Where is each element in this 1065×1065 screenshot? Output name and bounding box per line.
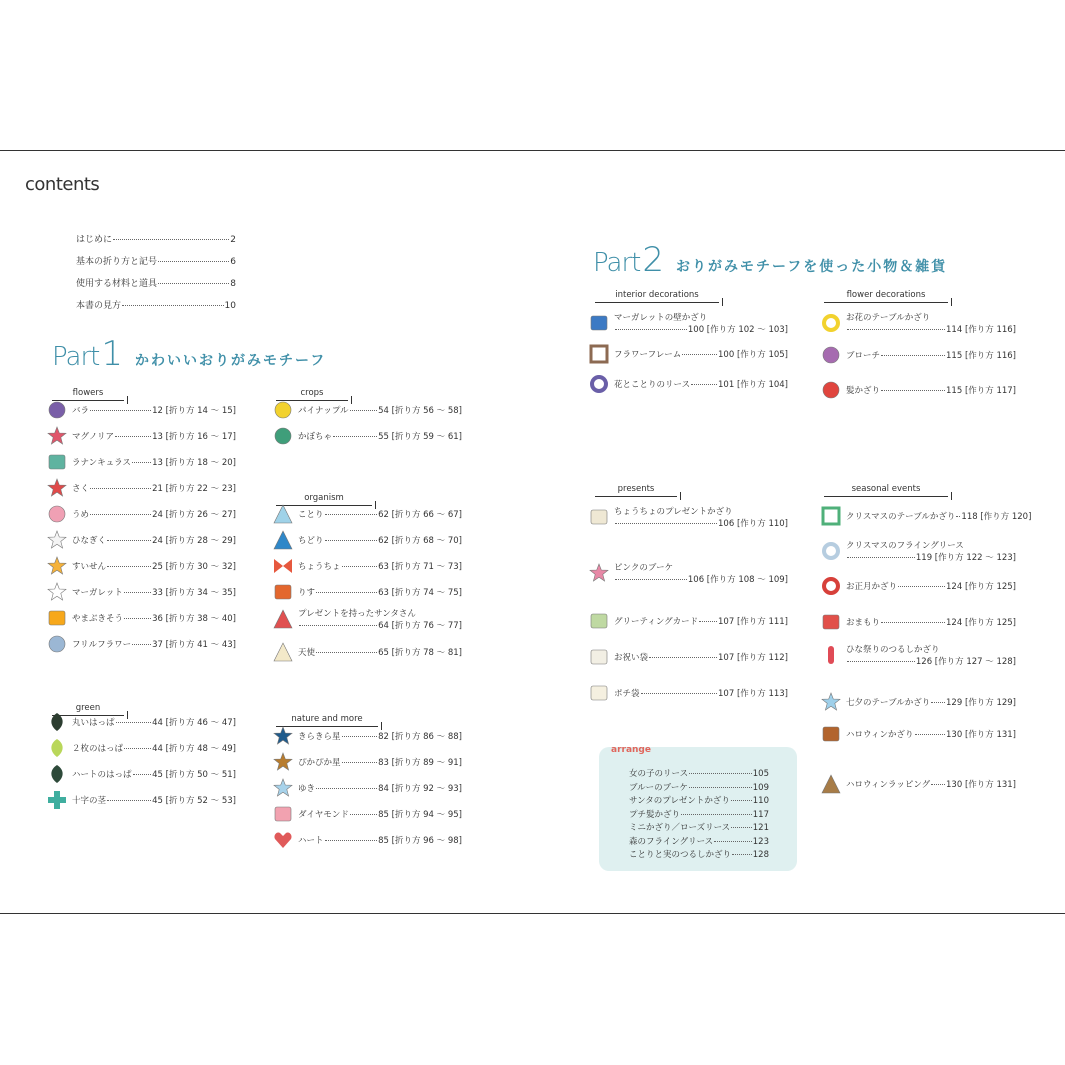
butterfly-icon	[272, 555, 294, 577]
entry-page: 36 [折り方 38 ～ 40]	[152, 614, 236, 624]
toc-entry[interactable]	[588, 610, 788, 632]
part1-title	[52, 334, 326, 374]
part1-word: Part	[52, 342, 100, 372]
entry-page: 106 [作り方 110]	[718, 519, 788, 529]
entry-page: 85 [折り方 96 ～ 98]	[378, 836, 462, 846]
intro-label: はじめに	[76, 235, 113, 245]
toc-entry[interactable]	[46, 529, 236, 551]
entry-page: 13 [折り方 18 ～ 20]	[152, 458, 236, 468]
arrange-page: 117	[752, 809, 769, 820]
entry-label: グリーティングカード	[614, 617, 699, 627]
section-heading-text: seasonal events	[851, 484, 921, 494]
entry-page: 107 [作り方 111]	[718, 617, 788, 627]
entry-label: 七夕のテーブルかざり	[846, 698, 931, 708]
toc-entry[interactable]	[272, 803, 462, 825]
entry-label: 天使	[298, 648, 316, 658]
toc-entry[interactable]	[46, 711, 236, 733]
entry-page: 101 [作り方 104]	[718, 380, 788, 390]
halloween-wrapping-icon	[820, 773, 842, 795]
entry-label: きらきら星	[298, 732, 341, 742]
tanabata-icon	[820, 691, 842, 713]
arrange-page: 105	[752, 769, 769, 779]
intro-page: 10	[224, 301, 236, 311]
section-heading	[595, 290, 719, 304]
heart-leaf-icon	[46, 763, 68, 785]
heart-icon	[272, 829, 294, 851]
cross-stem-icon	[46, 789, 68, 811]
toc-entry[interactable]	[820, 344, 1016, 366]
arrange-label: ブルーのブーケ	[629, 782, 688, 793]
toc-entry[interactable]	[272, 503, 462, 525]
intro-label: 使用する材料と道具	[76, 279, 158, 289]
section-heading-text: crops	[300, 388, 324, 398]
toc-entry[interactable]	[272, 529, 462, 551]
entry-label: ひなぎく	[72, 536, 107, 546]
toc-entry[interactable]	[46, 737, 236, 759]
entry-label: ハートのはっぱ	[72, 770, 132, 780]
entry-label: 髪かざり	[846, 386, 881, 396]
entry-label: ことり	[298, 510, 324, 520]
rose-icon	[46, 399, 68, 421]
entry-label: やまぶきそう	[72, 614, 124, 624]
marguerite-icon	[46, 581, 68, 603]
entry-label: うめ	[72, 510, 90, 520]
toc-entry[interactable]	[588, 505, 788, 529]
entry-label: ちどり	[298, 536, 324, 546]
entry-label: 十字の茎	[72, 796, 107, 806]
entry-label: クリスマスのフライングリース	[846, 541, 964, 551]
toc-entry[interactable]	[46, 789, 236, 811]
entry-page: 100 [作り方 105]	[718, 350, 788, 360]
entry-page: 62 [折り方 68 ～ 70]	[378, 536, 462, 546]
entry-label: さく	[72, 484, 90, 494]
entry-label: ブローチ	[846, 351, 881, 361]
entry-label: クリスマスのテーブルかざり	[846, 512, 956, 522]
section-heading	[824, 484, 948, 498]
plum-icon	[46, 503, 68, 525]
toc-entry[interactable]	[820, 611, 1016, 633]
intro-item[interactable]	[76, 254, 236, 267]
entry-label: フリルフラワー	[72, 640, 132, 650]
entry-page: 114 [作り方 116]	[946, 325, 1016, 335]
arrange-label: プチ髪かざり	[629, 809, 681, 820]
toc-entry[interactable]	[272, 829, 462, 851]
arrange-entry[interactable]	[629, 821, 769, 833]
angel-icon	[272, 641, 294, 663]
toc-entry[interactable]	[588, 311, 788, 335]
intro-item[interactable]	[76, 276, 236, 289]
entry-label: ポチ袋	[614, 689, 640, 699]
greeting-card-icon	[588, 610, 610, 632]
arrange-entry[interactable]	[629, 767, 769, 779]
entry-page: 62 [折り方 66 ～ 67]	[378, 510, 462, 520]
arrange-page: 110	[752, 796, 769, 806]
arrange-entry[interactable]	[629, 808, 769, 820]
entry-page: 63 [折り方 71 ～ 73]	[378, 562, 462, 572]
christmas-table-icon	[820, 505, 842, 527]
part2-title	[593, 240, 947, 280]
pumpkin-icon	[272, 425, 294, 447]
intro-page: 2	[230, 235, 236, 245]
hanging-ornament-icon	[820, 644, 842, 666]
bottom-rule	[0, 913, 1065, 914]
entry-page: 84 [折り方 92 ～ 93]	[378, 784, 462, 794]
part1-subtitle: かわいいおりがみモチーフ	[134, 353, 327, 369]
toc-entry[interactable]	[46, 477, 236, 499]
entry-page: 85 [折り方 94 ～ 95]	[378, 810, 462, 820]
entry-page: 82 [折り方 86 ～ 88]	[378, 732, 462, 742]
toc-entry[interactable]	[588, 343, 788, 365]
entry-label: ハロウィンラッピング	[846, 780, 931, 790]
entry-page: 107 [作り方 113]	[718, 689, 788, 699]
part2-number: 2	[642, 240, 664, 280]
entry-page: 129 [作り方 129]	[946, 698, 1016, 708]
entry-label: パイナップル	[298, 406, 349, 416]
entry-label: ちょうちょ	[298, 562, 341, 572]
bird-icon	[272, 503, 294, 525]
arrange-box	[599, 747, 797, 871]
intro-page: 8	[230, 279, 236, 289]
entry-page: 45 [折り方 52 ～ 53]	[152, 796, 236, 806]
entry-label: フラワーフレーム	[614, 350, 682, 360]
arrange-page: 128	[752, 850, 769, 860]
entry-label: お祝い袋	[614, 653, 649, 663]
entry-page: 124 [作り方 125]	[946, 618, 1016, 628]
toc-entry[interactable]	[46, 451, 236, 473]
toc-entry[interactable]	[272, 607, 462, 631]
santa-icon	[272, 608, 294, 630]
toc-entry[interactable]	[46, 399, 236, 421]
entry-label: マーガレット	[72, 588, 123, 598]
entry-label: マグノリア	[72, 432, 114, 442]
entry-page: 24 [折り方 28 ～ 29]	[152, 536, 236, 546]
toc-entry[interactable]	[820, 723, 1016, 745]
toc-entry[interactable]	[46, 581, 236, 603]
flower-frame-icon	[588, 343, 610, 365]
halloween-icon	[820, 723, 842, 745]
plover-icon	[272, 529, 294, 551]
part1-number: 1	[101, 334, 123, 374]
narcissus-icon	[46, 555, 68, 577]
intro-label: 本書の見方	[76, 301, 122, 311]
sparkle-star-icon	[272, 725, 294, 747]
intro-page: 6	[230, 257, 236, 267]
ranunculus-icon	[46, 451, 68, 473]
entry-page: 13 [折り方 16 ～ 17]	[152, 432, 236, 442]
entry-page: 54 [折り方 56 ～ 58]	[378, 406, 462, 416]
part2-subtitle: おりがみモチーフを使った小物＆雑貨	[675, 259, 948, 275]
arrange-entry[interactable]	[629, 781, 769, 793]
entry-page: 118 [作り方 120]	[961, 512, 1032, 522]
flower-icon	[46, 477, 68, 499]
toc-entry[interactable]	[588, 646, 788, 668]
arrange-label: ことりと実のつるしかざり	[629, 850, 732, 860]
toc-entry[interactable]	[820, 379, 1016, 401]
entry-label: ちょうちょのプレゼントかざり	[614, 507, 733, 517]
toc-entry[interactable]	[588, 561, 788, 585]
top-rule	[0, 150, 1065, 151]
wreath-icon	[588, 373, 610, 395]
entry-page: 130 [作り方 131]	[946, 730, 1016, 740]
entry-label: 丸いはっぱ	[72, 718, 115, 728]
shiny-star-icon	[272, 751, 294, 773]
arrange-label: サンタのプレゼントかざり	[629, 796, 730, 806]
section-heading-text: interior decorations	[615, 290, 699, 300]
toc-entry[interactable]	[272, 641, 462, 663]
entry-label: すいせん	[72, 562, 107, 572]
pineapple-icon	[272, 399, 294, 421]
entry-label: おまもり	[846, 618, 881, 628]
part2-word: Part	[593, 248, 641, 278]
pochi-bag-icon	[588, 682, 610, 704]
two-leaves-icon	[46, 737, 68, 759]
intro-label: 基本の折り方と記号	[76, 257, 158, 267]
entry-page: 100 [作り方 102 ～ 103]	[687, 325, 788, 335]
round-leaf-icon	[46, 711, 68, 733]
toc-entry[interactable]	[272, 751, 462, 773]
flying-wreath-icon	[820, 540, 842, 562]
toc-entry[interactable]	[46, 503, 236, 525]
entry-page: 115 [作り方 117]	[946, 386, 1016, 396]
entry-label: プレゼントを持ったサンタさん	[298, 609, 416, 619]
daisy-icon	[46, 529, 68, 551]
squirrel-icon	[272, 581, 294, 603]
entry-label: ２枚のはっぱ	[72, 744, 124, 754]
entry-label: りす	[298, 588, 316, 598]
entry-label: ピンクのブーケ	[614, 563, 674, 573]
entry-page: 33 [折り方 34 ～ 35]	[152, 588, 236, 598]
arrange-entry[interactable]	[629, 848, 769, 860]
omamori-icon	[820, 611, 842, 633]
section-heading-text: organism	[304, 493, 344, 503]
toc-entry[interactable]	[272, 555, 462, 577]
entry-label: ゆき	[298, 784, 316, 794]
arrange-entry[interactable]	[629, 794, 769, 806]
section-heading-text: presents	[617, 484, 655, 494]
toc-entry[interactable]	[820, 539, 1016, 563]
arrange-label: 女の子のリース	[629, 769, 689, 779]
entry-label: マーガレットの壁かざり	[614, 313, 708, 323]
section-heading-text: green	[75, 703, 101, 713]
toc-entry[interactable]	[588, 682, 788, 704]
entry-page: 44 [折り方 48 ～ 49]	[152, 744, 236, 754]
entry-label: ハート	[298, 836, 324, 846]
toc-entry[interactable]	[820, 691, 1016, 713]
arrange-label: ミニかざり／ローズリース	[629, 823, 731, 833]
celebration-envelope-icon	[588, 646, 610, 668]
toc-entry[interactable]	[46, 633, 236, 655]
entry-label: バラ	[72, 406, 90, 416]
entry-label: ぴかぴか星	[298, 758, 341, 768]
hair-ornament-icon	[820, 379, 842, 401]
bouquet-icon	[588, 562, 610, 584]
entry-page: 44 [折り方 46 ～ 47]	[152, 718, 236, 728]
toc-entry[interactable]	[820, 643, 1016, 667]
section-heading	[595, 484, 677, 498]
toc-entry[interactable]	[46, 555, 236, 577]
entry-page: 107 [作り方 112]	[718, 653, 788, 663]
entry-label: 花とことりのリース	[614, 380, 691, 390]
entry-page: 64 [折り方 76 ～ 77]	[378, 621, 462, 631]
magnolia-icon	[46, 425, 68, 447]
entry-label: ラナンキュラス	[72, 458, 131, 468]
entry-page: 12 [折り方 14 ～ 15]	[152, 406, 236, 416]
entry-page: 25 [折り方 30 ～ 32]	[152, 562, 236, 572]
entry-page: 115 [作り方 116]	[946, 351, 1016, 361]
entry-label: ダイヤモンド	[298, 810, 349, 820]
entry-page: 124 [作り方 125]	[946, 582, 1016, 592]
toc-entry[interactable]	[46, 607, 236, 629]
new-year-icon	[820, 575, 842, 597]
section-heading-text: flowers	[72, 388, 104, 398]
entry-page: 55 [折り方 59 ～ 61]	[378, 432, 462, 442]
entry-page: 126 [作り方 127 ～ 128]	[915, 657, 1016, 667]
toc-entry[interactable]	[820, 575, 1016, 597]
entry-label: ひな祭りのつるしかざり	[846, 645, 940, 655]
arrange-heading: arrange	[611, 745, 651, 755]
entry-page: 37 [折り方 41 ～ 43]	[152, 640, 236, 650]
toc-entry[interactable]	[272, 725, 462, 747]
entry-page: 21 [折り方 22 ～ 23]	[152, 484, 236, 494]
entry-page: 24 [折り方 26 ～ 27]	[152, 510, 236, 520]
toc-entry[interactable]	[820, 773, 1016, 795]
intro-item[interactable]	[76, 232, 236, 245]
entry-page: 45 [折り方 50 ～ 51]	[152, 770, 236, 780]
snow-icon	[272, 777, 294, 799]
entry-page: 106 [作り方 108 ～ 109]	[687, 575, 788, 585]
arrange-page: 109	[752, 782, 769, 793]
page-title: contents	[25, 174, 100, 195]
arrange-page: 121	[752, 823, 769, 833]
diamond-icon	[272, 803, 294, 825]
frill-flower-icon	[46, 633, 68, 655]
entry-label: お花のテーブルかざり	[846, 313, 931, 323]
toc-entry[interactable]	[588, 373, 788, 395]
section-heading	[824, 290, 948, 304]
section-heading-text: flower decorations	[846, 290, 926, 300]
toc-entry[interactable]	[272, 399, 462, 421]
table-flower-icon	[820, 312, 842, 334]
intro-item[interactable]	[76, 298, 236, 311]
section-heading-text: nature and more	[291, 714, 363, 724]
toc-entry[interactable]	[46, 425, 236, 447]
arrange-label: 森のフライングリース	[629, 836, 714, 847]
entry-page: 63 [折り方 74 ～ 75]	[378, 588, 462, 598]
wall-decoration-icon	[588, 312, 610, 334]
brooch-icon	[820, 344, 842, 366]
entry-label: かぼちゃ	[298, 432, 333, 442]
toc-entry[interactable]	[820, 311, 1016, 335]
arrange-page: 123	[752, 836, 769, 847]
yamabuki-icon	[46, 607, 68, 629]
entry-page: 130 [作り方 131]	[946, 780, 1016, 790]
entry-page: 83 [折り方 89 ～ 91]	[378, 758, 462, 768]
toc-entry[interactable]	[46, 763, 236, 785]
gift-box-icon	[588, 506, 610, 528]
toc-entry[interactable]	[272, 581, 462, 603]
toc-entry[interactable]	[820, 505, 1032, 527]
entry-label: ハロウィンかざり	[846, 730, 914, 740]
entry-page: 119 [作り方 122 ～ 123]	[915, 553, 1016, 563]
toc-entry[interactable]	[272, 425, 462, 447]
toc-entry[interactable]	[272, 777, 462, 799]
entry-label: お正月かざり	[846, 582, 898, 592]
entry-page: 65 [折り方 78 ～ 81]	[378, 648, 462, 658]
arrange-entry[interactable]	[629, 835, 769, 847]
